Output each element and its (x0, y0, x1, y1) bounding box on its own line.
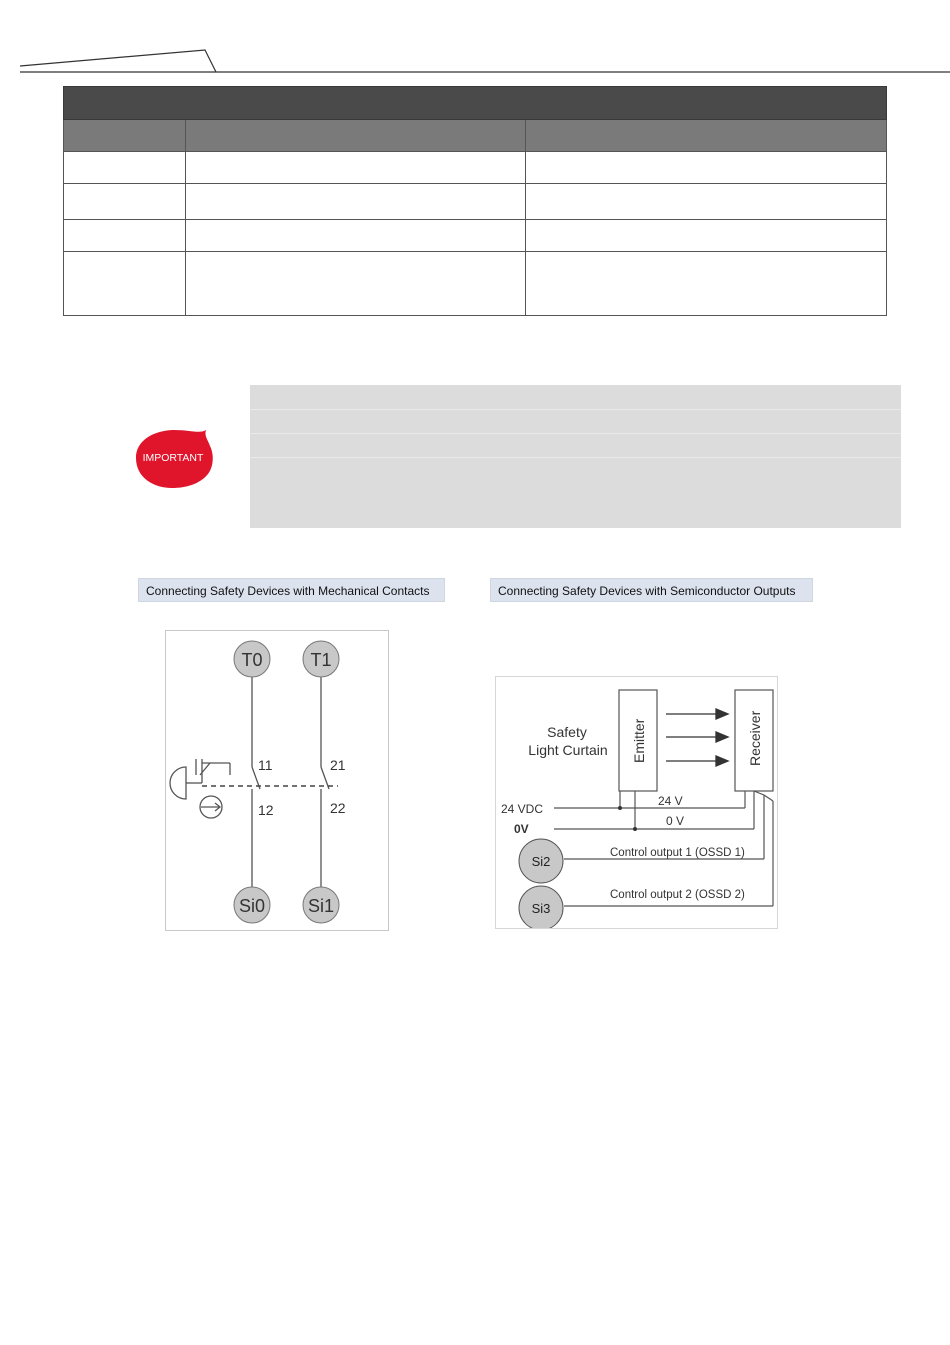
supply-0v: 0V (514, 822, 529, 836)
semiconductor-outputs-diagram (495, 676, 778, 929)
table-header-cell (64, 120, 186, 152)
table-title-cell (64, 87, 887, 120)
caption-mechanical: Connecting Safety Devices with Mechanical Contacts (138, 578, 445, 602)
header-rule (0, 0, 950, 80)
device-label-line1: Safety (547, 724, 587, 740)
terminal-t1: T1 (310, 650, 332, 670)
important-badge-label: IMPORTANT (142, 452, 204, 464)
table-row (64, 184, 887, 220)
output-1-label: Control output 1 (OSSD 1) (610, 847, 745, 859)
line-0v: 0 V (666, 814, 685, 828)
line-24v: 24 V (658, 794, 683, 808)
table-header-row (64, 120, 887, 152)
device-label-line2: Light Curtain (528, 742, 608, 758)
table-row (64, 152, 887, 184)
terminal-si3: Si3 (531, 901, 551, 916)
table-title-row (64, 87, 887, 120)
spec-table (63, 86, 887, 316)
important-badge (128, 424, 218, 494)
table-header-cell (526, 120, 887, 152)
table-row (64, 252, 887, 316)
important-note (250, 385, 901, 528)
terminal-si0: Si0 (238, 896, 266, 916)
contact-label-22: 22 (330, 800, 346, 816)
mechanical-contacts-diagram (165, 630, 389, 931)
output-2-label: Control output 2 (OSSD 2) (610, 889, 745, 901)
emitter-label: Emitter (631, 718, 647, 763)
semiconductor-outputs-svg (496, 677, 777, 928)
terminal-t0: T0 (241, 650, 263, 670)
terminal-si2: Si2 (531, 854, 551, 869)
contact-label-21: 21 (330, 757, 346, 773)
mechanical-contacts-svg (166, 631, 388, 930)
contact-label-11: 11 (258, 757, 273, 773)
receiver-label: Receiver (747, 710, 763, 766)
supply-24vdc: 24 VDC (501, 802, 544, 816)
terminal-si1: Si1 (307, 896, 335, 916)
table-header-cell (186, 120, 526, 152)
caption-semiconductor: Connecting Safety Devices with Semiconductor Outputs (490, 578, 813, 602)
table-row (64, 220, 887, 252)
contact-label-12: 12 (258, 802, 274, 818)
